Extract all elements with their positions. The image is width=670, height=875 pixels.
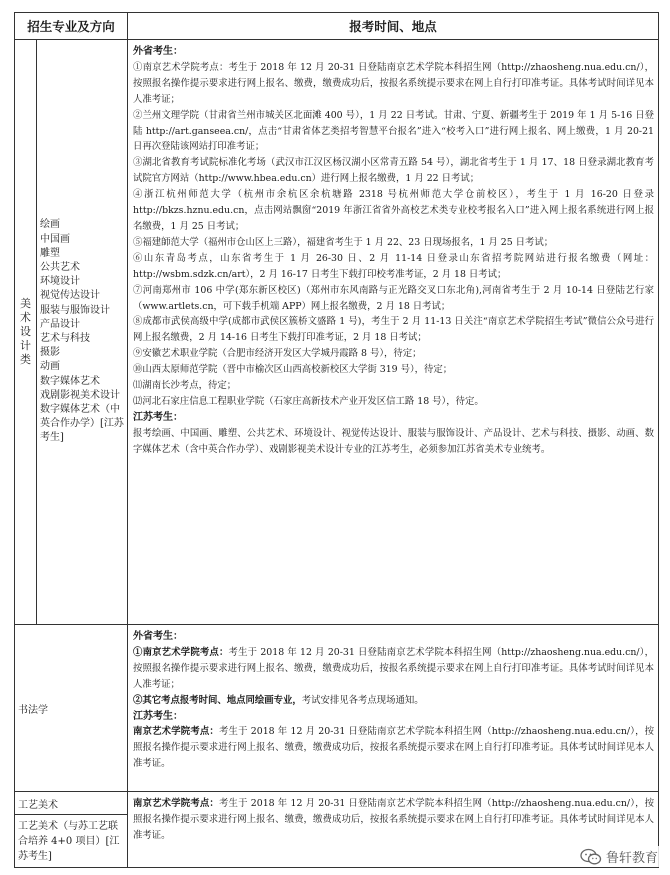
- major-item: 艺术与科技: [40, 333, 90, 344]
- calligraphy-exam-info: [128, 625, 659, 792]
- jiangsu-heading: 江苏考生：: [133, 710, 184, 722]
- table-row-calligraphy: [15, 625, 659, 792]
- major-item: 服装与服饰设计: [40, 304, 110, 316]
- exam-site-item: ①南京艺术学院考点：考生于 2018 年 12 月 20-31 日登陆南京艺术学院本科招生网（http://zhaosheng.nua.edu.cn/），按照报名操作提示要求进行网上报名、缴费，缴费成功后，按报名系统提示要求在网上自行打印准考证。具体考试时间详见本人准考证；: [133, 646, 655, 690]
- admission-table: [14, 12, 659, 868]
- major-item: 视觉传达设计: [40, 290, 100, 302]
- exam-site-item: ④浙江杭州师范大学（杭州市余杭区余杭塘路 2318 号杭州师范大学仓前校区），考生于 1 月 16-20 日登录 http://bkzs.hznu.edu.cn，点击网站飘窗“2019 年浙江省省外高校艺术类专业校考报名入口”进入网上报名系统进行网上报名缴费，1 月 25 日考试；: [133, 189, 655, 232]
- major-calligraphy: 书法学: [15, 625, 128, 792]
- major-item: 产品设计: [40, 318, 80, 330]
- exam-site-item: ②其它考点报考时间、地点同绘画专业，考试安排见各考点现场通知。: [133, 694, 424, 706]
- table-header-row: [15, 13, 659, 40]
- art-exam-info: [128, 40, 659, 625]
- major-item: 摄影: [40, 347, 60, 359]
- outside-province-heading: 外省考生：: [133, 631, 184, 642]
- exam-site-item: ⑦河南郑州市 106 中学(郑东新区校区)（郑州市东风南路与正光路交叉口东北角),河南省考生于 2 月 10-14 日登陆艺行家（www.artlets.cn，可下载手机端 APP）网上报名缴费，2 月 18 日考试；: [133, 284, 655, 312]
- watermark-text: 鲁轩教育: [605, 851, 658, 866]
- exam-site-item: ⑤福建師范大学（福州市仓山区上三路），福建省考生于 1 月 22、23 日现场报名，1 月 25 日考试；: [133, 236, 554, 248]
- major-item: 雕塑: [40, 247, 60, 259]
- major-item: 环境设计: [40, 276, 80, 288]
- major-item: 绘画: [40, 219, 60, 231]
- jiangsu-note: 报考绘画、中国画、雕塑、公共艺术、环境设计、视觉传达设计、服装与服饰设计、产品设计、艺术与科技、摄影、动画、数字媒体艺术（含中英合作办学）、戏剧影视美术设计专业的江苏考生，必须参加江苏省美术专业统考。: [133, 427, 655, 455]
- exam-site-item: ③湖北省教育考试院标准化考场（武汉市江汉区杨汉湖小区常青五路 54 号），湖北省考生于 1 月 17、18 日登录湖北教育考试院官方网站（http://www.hbea.edu.cn）进行网上报名缴费，1 月 22 日考试；: [133, 157, 655, 185]
- jiangsu-note: 南京艺术学院考点：考生于 2018 年 12 月 20-31 日登陆南京艺术学院本科招生网（http://zhaosheng.nua.edu.cn/），按照报名操作提示要求进行网上报名、缴费，缴费成功后，按报名系统提示要求在网上自行打印准考证。具体考试时间详见本人准考证。: [133, 726, 655, 770]
- wechat-icon: [580, 848, 602, 866]
- header-major: 招生专业及方向: [15, 13, 128, 40]
- exam-site-item: ⑨安徽艺术职业学院（合肥市经济开发区大学城丹霞路 8 号），待定；: [133, 348, 422, 360]
- major-item: 数字媒体艺术: [40, 375, 100, 387]
- category-art-design: 美 术 设 计 类: [15, 40, 37, 625]
- major-crafts-joint: 工艺美术（与苏工艺联合培养 4+0 项目）[江苏考生]: [15, 815, 128, 868]
- watermark: [576, 846, 662, 867]
- exam-site-item: ①南京艺术学院考点：考生于 2018 年 12 月 20-31 日登陆南京艺术学院本科招生网（http://zhaosheng.nua.edu.cn/），按照报名操作提示要求进行网上报名、缴费，缴费成功后，按报名系统提示要求在网上自行打印准考证。具体考试时间详见本人准考证；: [133, 61, 655, 105]
- exam-site-item: ②兰州文理学院（甘肃省兰州市城关区北面滩 400 号），1 月 22 日考试。甘肃、宁夏、新疆考生于 2019 年 1 月 5-16 日登陆 http://art.ganseea.cn/，点击“甘肃省体艺类招考智慧平台报名”进入“校考入口”进行网上报名、网上缴费，1 月 20-21 日再次登陆该网站打印准考证；: [133, 109, 655, 153]
- exam-site-item: ⑾湖南长沙考点，待定；: [133, 380, 237, 392]
- major-crafts: 工艺美术: [15, 792, 128, 815]
- major-item: 数字媒体艺术（中英合作办学）[江苏考生]: [40, 404, 124, 444]
- major-item: 公共艺术: [40, 261, 80, 273]
- outside-province-heading: 外省考生：: [133, 46, 184, 57]
- exam-site-item: ⑿河北石家庄信息工程职业学院（石家庄高新技术产业开发区信工路 18 号），待定。: [133, 395, 484, 407]
- major-item: 动画: [40, 361, 60, 373]
- exam-site-item: ⑥山东青岛考点，山东省考生于 1 月 26-30 日、2 月 11-14 日登录山东省招考院网站进行报名缴费（网址：http://wsbm.sdzk.cn/art），2 月 16-17 日考生下载打印校考准考证，2 月 18 日考试；: [133, 252, 655, 280]
- major-item: 中国画: [40, 233, 70, 245]
- exam-site-item: ⑧成都市武侯高级中学(成都市武侯区簇桥文盛路 1 号)，考生于 2 月 11-13 日关注“南京艺术学院招生考试”微信公众号进行网上报名缴费，2 月 14-16 日考生下载打印准考证，2 月 18 日考试；: [133, 316, 655, 344]
- jiangsu-heading: 江苏考生：: [133, 411, 184, 423]
- exam-site-item: 南京艺术学院考点：考生于 2018 年 12 月 20-31 日登陆南京艺术学院本科招生网（http://zhaosheng.nua.edu.cn/），按照报名操作提示要求进行网上报名、缴费，缴费成功后，按报名系统提示要求在网上自行打印准考证。具体考试时间详见本人准考证。: [133, 798, 655, 841]
- exam-site-item: ⑩山西太原师范学院（晋中市榆次区山西高校新校区大学街 319 号），待定；: [133, 364, 453, 376]
- table-row-crafts: [15, 792, 659, 815]
- major-item: 戏剧影视美术设计: [40, 389, 120, 401]
- art-major-list: [37, 40, 128, 625]
- table-row-art-design: [15, 40, 659, 625]
- header-time-place: 报考时间、地点: [128, 13, 659, 40]
